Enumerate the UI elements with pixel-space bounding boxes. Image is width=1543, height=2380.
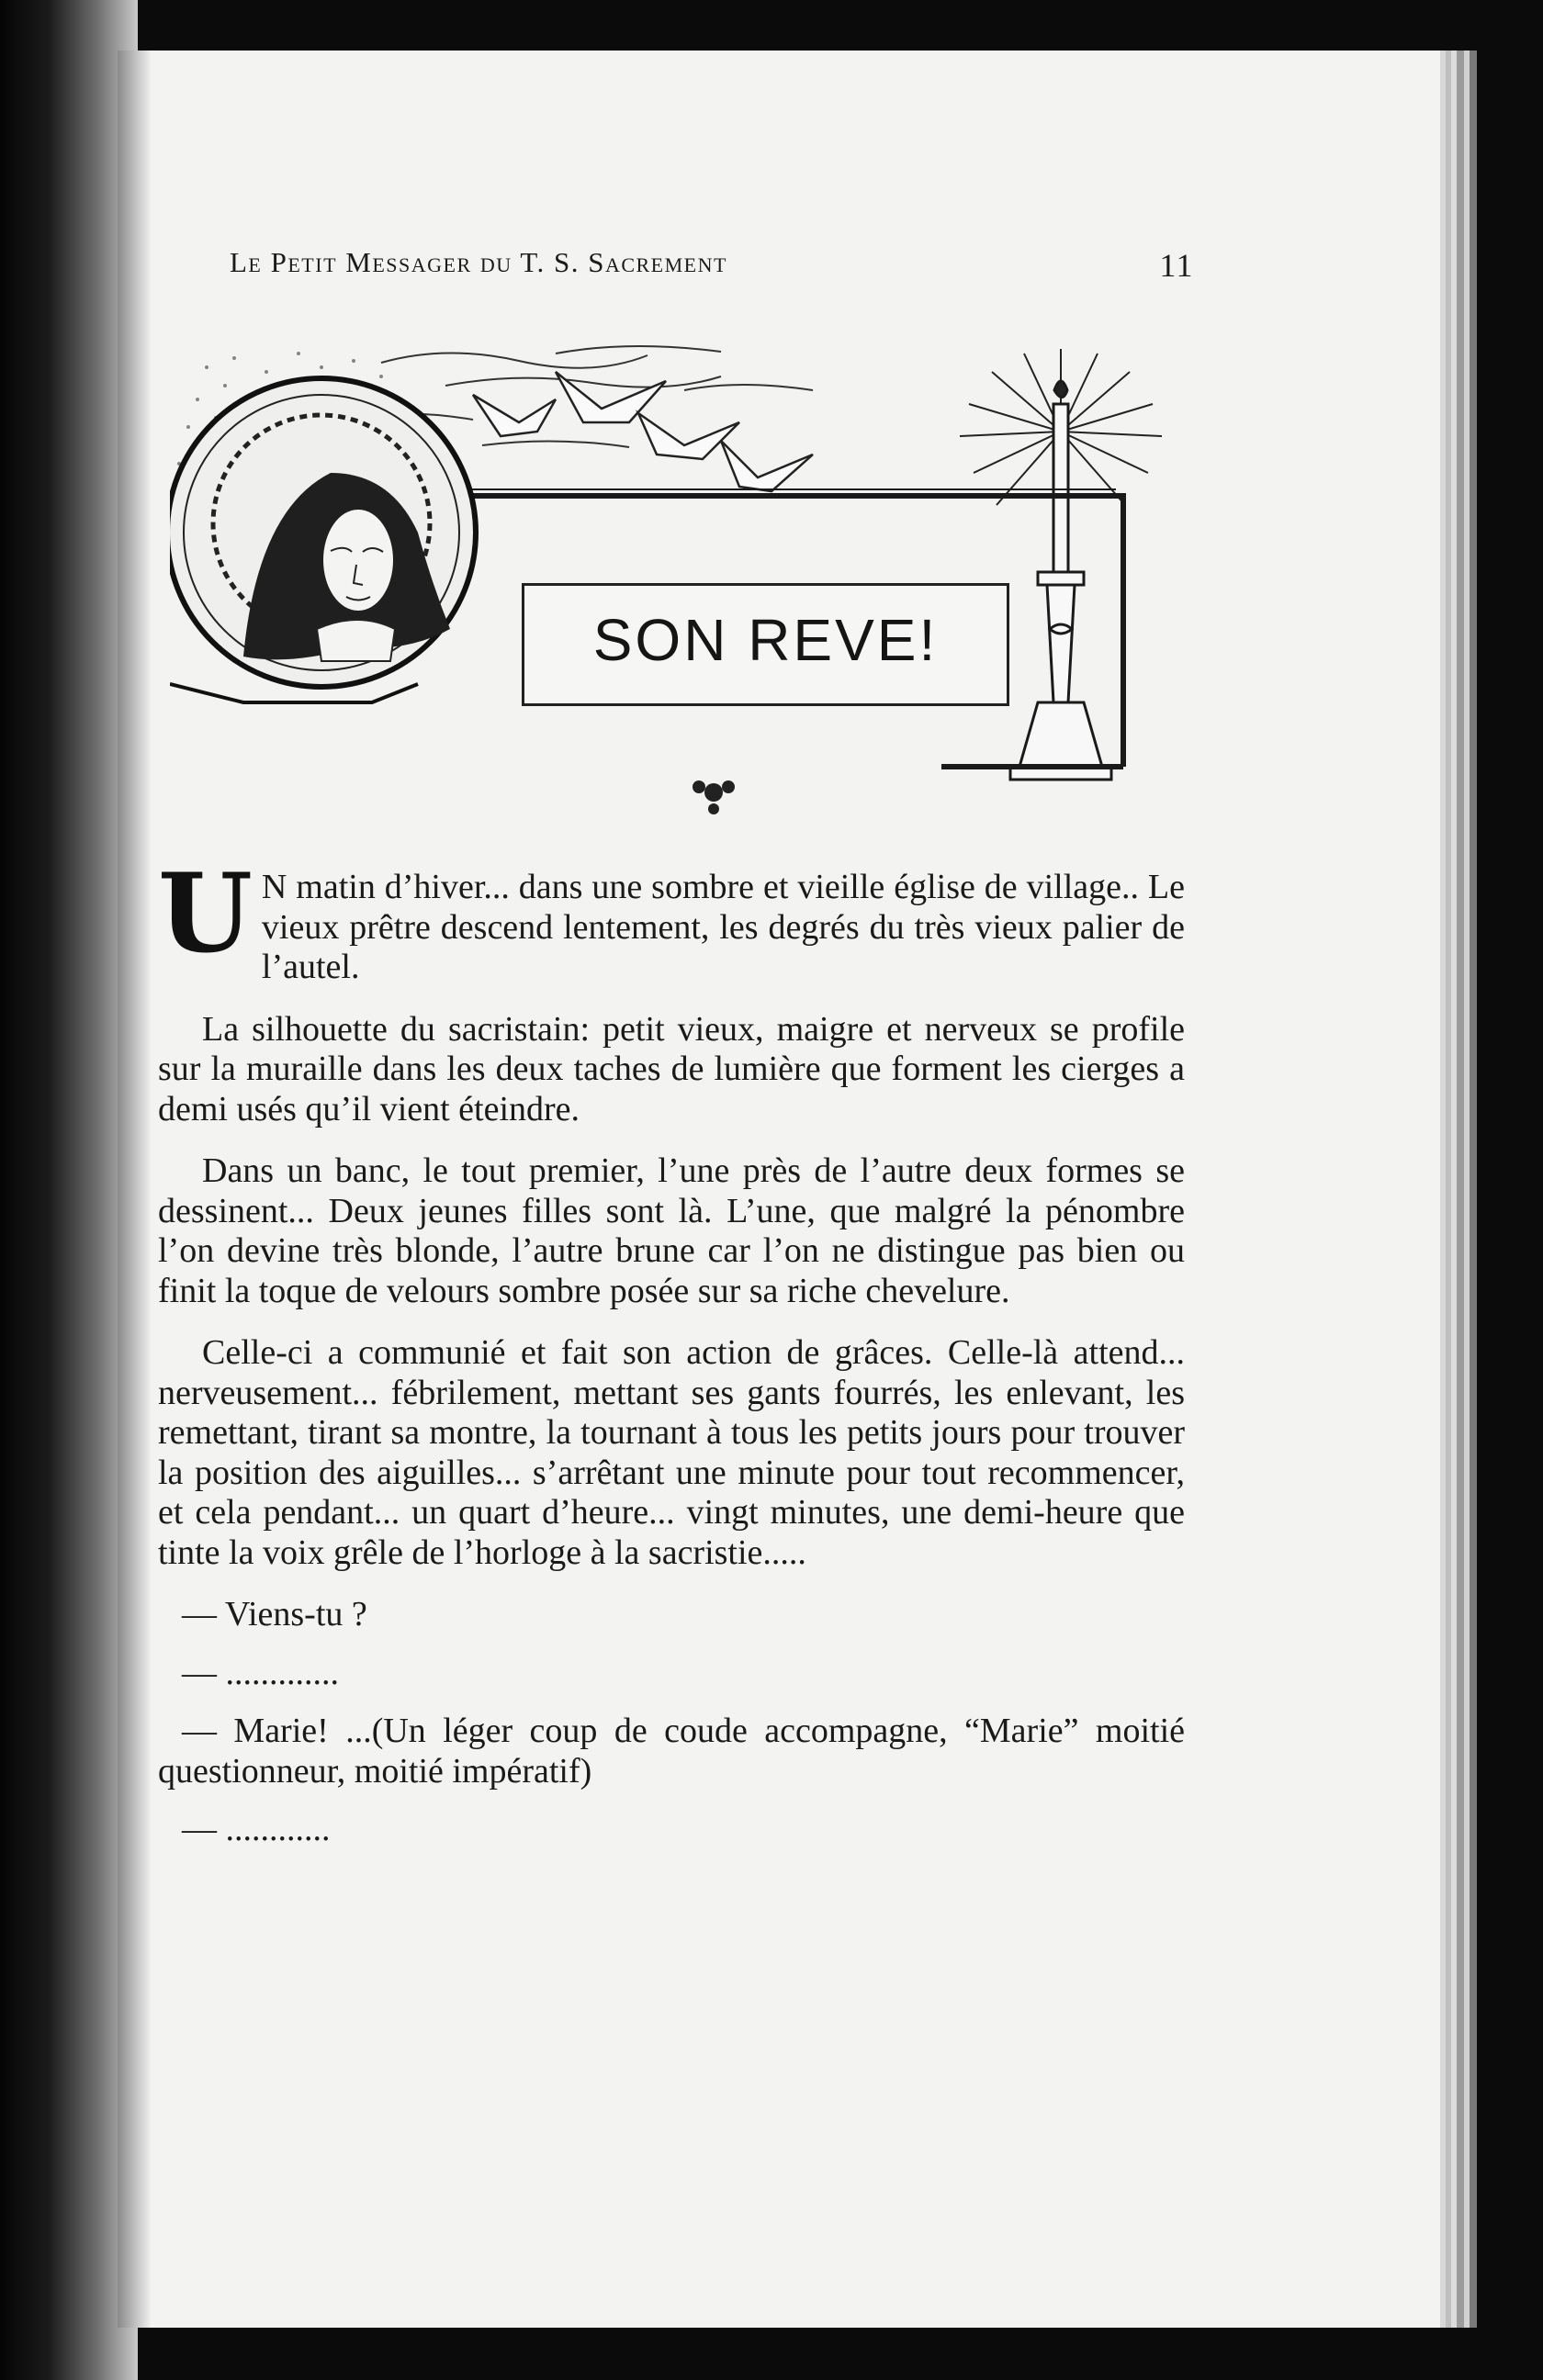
dialogue-line: — .............	[182, 1653, 339, 1692]
article-body	[158, 849, 1185, 1869]
first-paragraph-text: N matin d’hiver... dans une sombre et vieille église de village.. Le vieux prêtre descend lentement, les degrés du très vieux palier de l’autel.	[261, 868, 1185, 986]
article-title: SON REVE!	[592, 607, 939, 673]
paragraph: Celle-ci a communié et fait son action de grâces. Celle-là attend... nerveusement... fébrilement, mettant ses gants fourrés, les enlevant, les remettant, tirant sa montre, la tournant à tous les petits jours pour trouver la position des aiguilles... s’arrêtant une minute pour tout recommencer, et cela pendant... un quart d’heure... vingt minutes, une demi-heure que tinte la voix grêle de l’horloge à la sacristie.....	[158, 1333, 1185, 1572]
first-paragraph	[158, 849, 1185, 988]
dialogue-line: — ............	[182, 1810, 331, 1848]
paragraph: La silhouette du sacristain: petit vieux, maigre et nerveux se profile sur la muraille dans les deux taches de lumière que forment les cierges a demi usés qu’il vient éteindre.	[158, 1009, 1185, 1128]
headpiece-artwork	[170, 335, 1185, 826]
dialogue-line: — Viens-tu ?	[182, 1595, 367, 1633]
title-frame	[522, 583, 1009, 706]
dialogue-line: — Marie! ...(Un léger coup de coude accompagne, “Marie” moitié questionneur, moitié impératif)	[158, 1712, 1185, 1791]
running-head	[230, 246, 1194, 292]
drop-cap: U	[158, 849, 253, 977]
page-number: 11	[1159, 247, 1194, 284]
headpiece-illustration	[170, 335, 1185, 826]
paragraph: Dans un banc, le tout premier, l’une près de l’autre deux formes se dessinent... Deux jeunes filles sont là. L’une, que malgré la pénombre l’on devine très blonde, l’autre brune car l’on ne distingue pas bien ou finit la toque de velours sombre posée sur sa riche chevelure.	[158, 1151, 1185, 1310]
running-head-title: Le Petit Messager du T. S. Sacrement	[230, 246, 727, 278]
